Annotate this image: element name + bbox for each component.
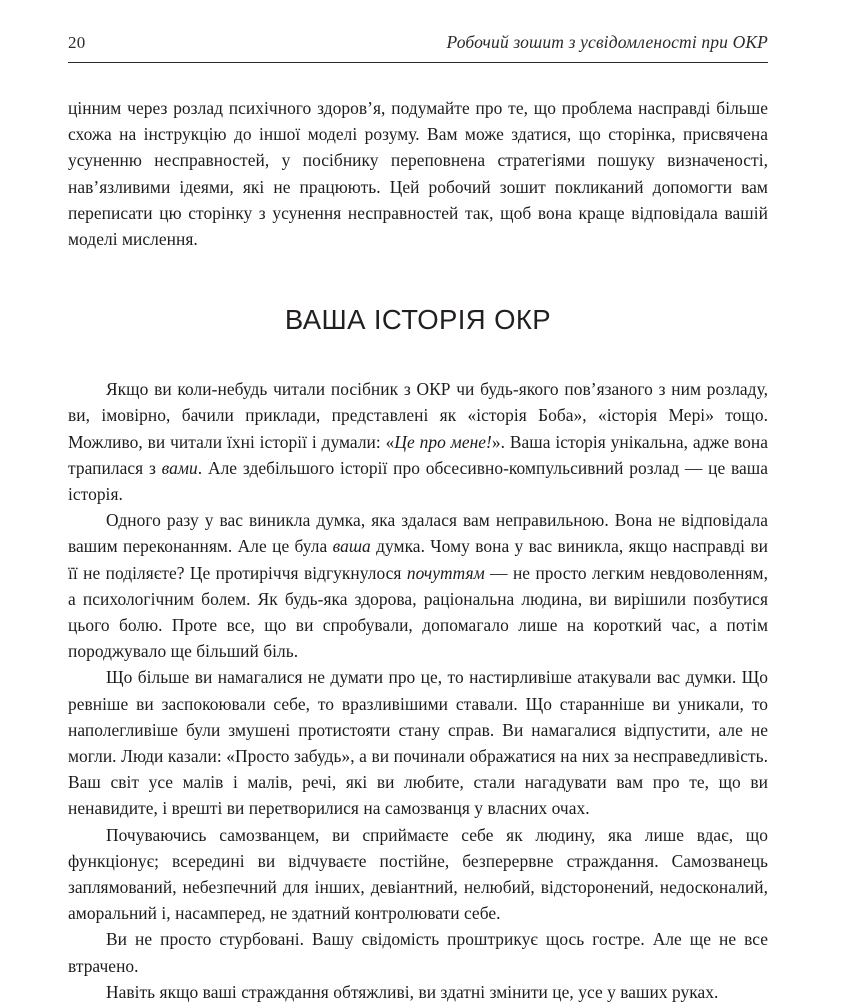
header-rule-divider — [68, 62, 768, 63]
paragraph-text: — не просто легким невдоволенням, а психологічним болем. Як будь-яка здорова, раціональна людина, ви вирішили позбутися цього болю. Проте все, що ви спробували, допомагало лише на короткий час, а потім породжувало ще більший біль. — [68, 562, 768, 662]
paragraph-4 — [68, 664, 768, 821]
paragraph-text: Що більше ви намагалися не думати про це, то настирливіше атакували вас думки. Що ревніше ви заспокоювали себе, то вразливішими ставали. Що старанніше ви уникали, то наполегливіше були змушені протистояти стану справ. Ви намагалися відпустити, але не могли. Люди казали: «Просто забудь», а ви починали ображатися на них за несправедливість. Ваш світ усе малів і малів, речі, які ви любите, стали нагадувати вам про те, що ви ненавидите, і врешті ви перетворилися на самозванця у власних очах. — [68, 667, 768, 819]
paragraph-text: цінним через розлад психічного здоров’я, подумайте про те, що проблема насправді більше схожа на інструкцію до іншої моделі розуму. Вам може здатися, що сторінка, присвячена усуненню несправностей, у посібнику переповнена стратегіями пошуку визначеності, нав’язливими ідеями, які не працюють. Цей робочий зошит покликаний допомогти вам переписати цю сторінку з усунення несправностей так, щоб вона краще відповідала вашій моделі мислення. — [68, 98, 768, 250]
page-number: 20 — [68, 33, 86, 52]
paragraph-6 — [68, 926, 768, 978]
paragraph-3 — [68, 507, 768, 664]
paragraph-text: Навіть якщо ваші страждання обтяжливі, ви здатні змінити це, усе у ваших руках. — [106, 981, 719, 1002]
running-head — [68, 32, 768, 62]
paragraph-text: Ви не просто стурбовані. Вашу свідомість проштрикує щось гостре. Але ще не все втрачено. — [68, 929, 768, 976]
paragraph-text: . Але здебільшого історії про обсесивно-компульсивний розлад — це ваша історія. — [68, 457, 769, 505]
emphasis-text: ваша — [332, 536, 371, 557]
running-head-title: Робочий зошит з усвідомленості при ОКР — [446, 32, 768, 52]
paragraph-2 — [68, 376, 768, 507]
paragraph-continuation — [68, 95, 768, 252]
paragraph-text: Почуваючись самозванцем, ви сприймаєте себе як людину, яка лише вдає, що функціонує; всередині ви відчуваєте постійне, безперервне страждання. Самозванець заплямований, небезпечний для інших, девіантний, нелюбий, відсторонений, недосконалий, аморальний і, насамперед, не здатний контролювати себе. — [68, 824, 768, 924]
paragraph-text: Одного разу у вас виникла думка, яка здалася вам неправильною. Вона не відповідала вашим переконанням. Але це була — [68, 510, 768, 557]
section-heading-wrap — [68, 304, 768, 336]
emphasis-text: почуттям — [406, 562, 485, 583]
paragraph-5 — [68, 822, 768, 927]
paragraph-text: думка. Чому вона у вас виникла, якщо насправді ви її не поділяєте? Це протиріччя відгукнулося — [68, 536, 768, 583]
text-column — [68, 95, 768, 1005]
paragraph-text: Якщо ви коли-небудь читали посібник з ОКР чи будь-якого пов’язаного з ним розладу, ви, імовірно, бачили приклади, представлені як «історія Боба», «історія Мері» тощо. Можливо, ви читали їхні історії і думали: « — [68, 379, 768, 452]
section-heading: ВАША ІСТОРІЯ ОКР — [284, 304, 552, 336]
emphasis-text: Це про мене! — [394, 431, 492, 452]
paragraph-text: ». Ваша історія унікальна, адже вона трапилася з — [68, 431, 768, 478]
emphasis-text: вами — [161, 457, 198, 478]
paragraph-7 — [68, 979, 768, 1005]
